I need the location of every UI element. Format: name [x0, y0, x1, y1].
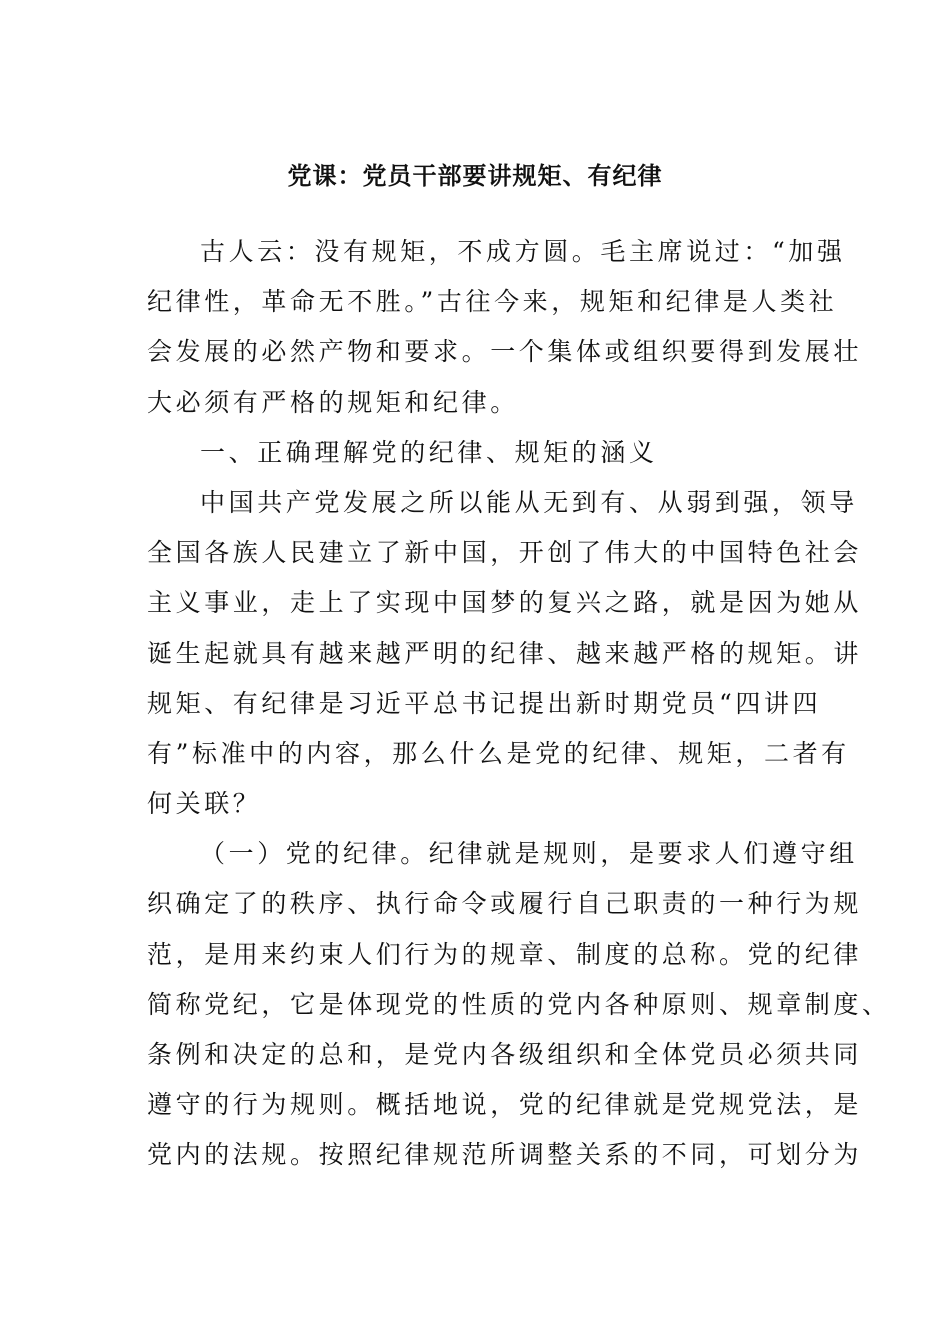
text-line: 全国各族人民建立了新中国，开创了伟大的中国特色社会: [147, 538, 863, 568]
document-body: [147, 234, 891, 1188]
text-line: 何关联？: [147, 789, 262, 819]
text-line: 遵守的行为规则。概括地说，党的纪律就是党规党法，是: [147, 1090, 863, 1120]
text-line: 条例和决定的总和，是党内各级组织和全体党员必须共同: [147, 1040, 863, 1069]
text-line: 党内的法规。按照纪律规范所调整关系的不同，可划分为: [147, 1140, 863, 1170]
text-line: 大必须有严格的规矩和纪律。: [147, 387, 519, 417]
document-title: 党课：党员干部要讲规矩、有纪律: [287, 161, 663, 190]
text-line: （一）党的纪律。纪律就是规则，是要求人们遵守组: [200, 839, 858, 869]
text-line: 简称党纪，它是体现党的性质的党内各种原则、规章制度、: [147, 989, 891, 1019]
text-line: 纪律性，革命无不胜。”古往今来，规矩和纪律是人类社: [147, 287, 838, 317]
text-line: 诞生起就具有越来越严明的纪律、越来越严格的规矩。讲: [147, 638, 863, 668]
text-line: 规矩、有纪律是习近平总书记提出新时期党员“四讲四: [147, 688, 822, 718]
text-line: 织确定了的秩序、执行命令或履行自己职责的一种行为规: [147, 889, 863, 919]
text-line: 古人云：没有规矩，不成方圆。毛主席说过：“加强: [200, 237, 846, 266]
text-line: 范，是用来约束人们行为的规章、制度的总称。党的纪律: [147, 939, 863, 969]
text-line: 中国共产党发展之所以能从无到有、从弱到强，领导: [200, 487, 858, 517]
text-line: 主义事业，走上了实现中国梦的复兴之路，就是因为她从: [147, 588, 863, 618]
text-line: 会发展的必然产物和要求。一个集体或组织要得到发展壮: [147, 337, 863, 367]
text-line: 有”标准中的内容，那么什么是党的纪律、规矩，二者有: [147, 738, 850, 768]
text-line: 一、正确理解党的纪律、规矩的涵义: [200, 437, 658, 467]
